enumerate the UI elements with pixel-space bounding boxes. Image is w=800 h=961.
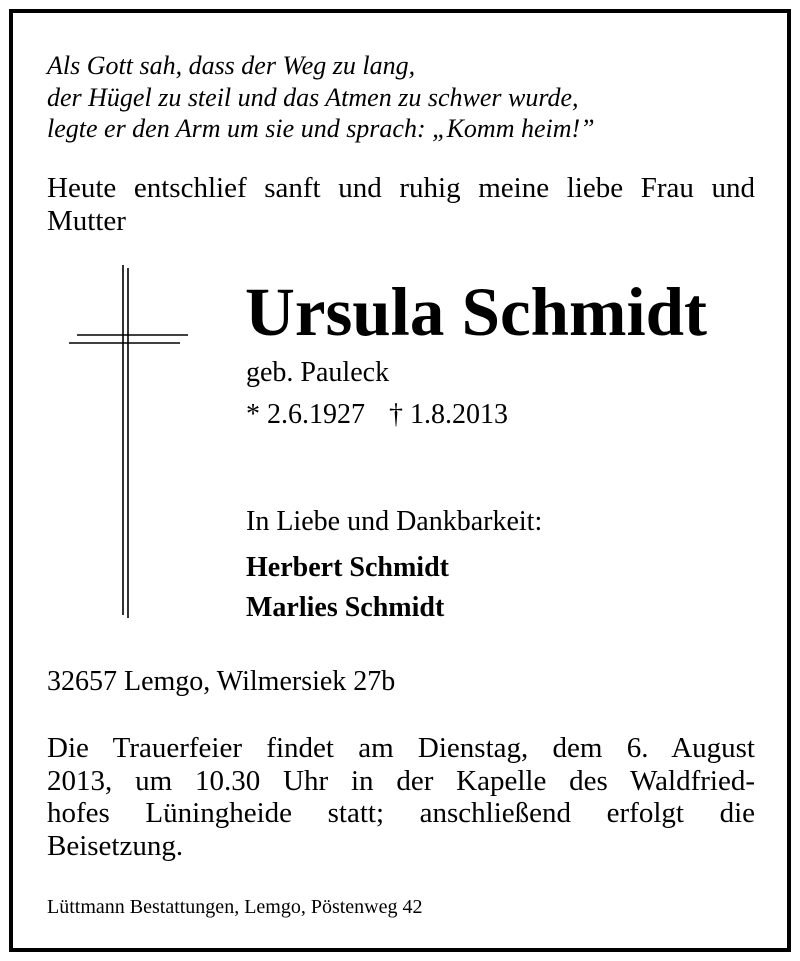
ceremony-line: Beisetzung. (47, 829, 184, 862)
quote-line-1: Als Gott sah, dass der Weg zu lang, (47, 51, 416, 80)
death-date: † 1.8.2013 (389, 399, 508, 430)
announcement-intro: Heute entschlief sanft und ruhig meine liebe Frau und Mutter (47, 172, 755, 237)
quote-line-3: legte er den Arm um sie und sprach: „Komm heim!” (47, 114, 595, 143)
undertaker-credit: Lüttmann Bestattungen, Lemgo, Pöstenweg 42 (47, 896, 423, 918)
ceremony-line: 2013, um 10.30 Uhr in der Kapelle des Waldfried- (47, 764, 755, 797)
deceased-name: Ursula Schmidt (245, 274, 707, 350)
maiden-name: geb. Pauleck (246, 357, 390, 388)
mourners-heading: In Liebe und Dankbarkeit: (246, 506, 543, 537)
mourner-name: Marlies Schmidt (246, 592, 445, 623)
quote-line-2: der Hügel zu steil und das Atmen zu schwer wurde, (47, 82, 579, 112)
ceremony-line: hofes Lüningheide statt; anschließend erfolgt die (47, 797, 755, 829)
ceremony-notice (47, 732, 755, 862)
birth-date: * 2.6.1927 (246, 399, 365, 430)
cross-icon (60, 260, 200, 625)
family-address: 32657 Lemgo, Wilmersiek 27b (47, 666, 396, 697)
mourner-name: Herbert Schmidt (246, 552, 449, 583)
ceremony-line: Die Trauerfeier findet am Dienstag, dem 6. August (47, 732, 755, 764)
opening-quote (47, 50, 595, 145)
life-dates (246, 398, 508, 432)
